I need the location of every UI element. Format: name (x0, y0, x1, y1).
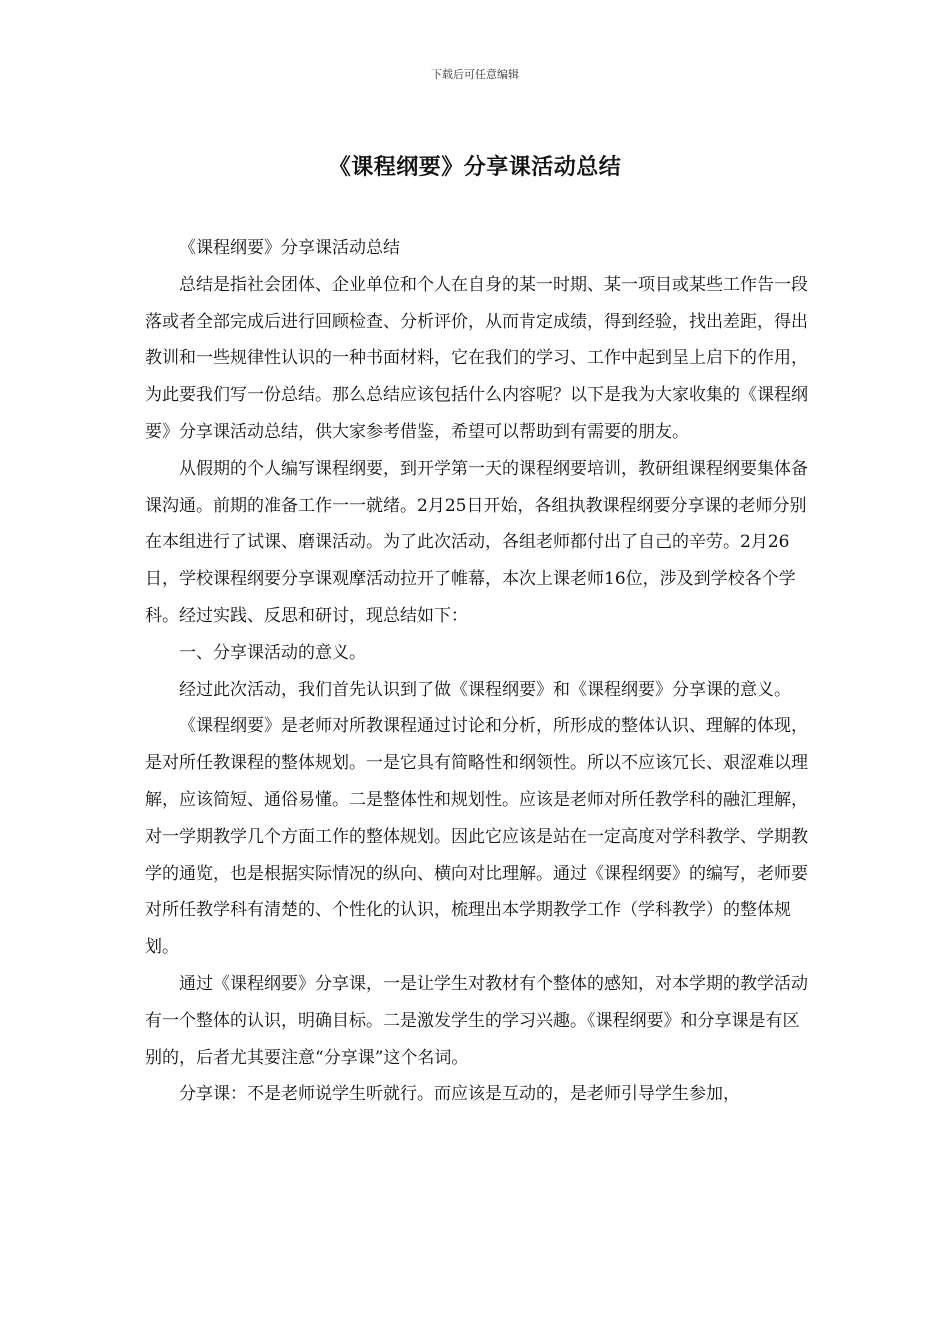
document-title: 《课程纲要》分享课活动总结 (328, 154, 622, 180)
document-body (145, 230, 813, 1113)
paragraph-syllabus-definition: 《课程纲要》是老师对所教课程通过讨论和分析，所形成的整体认识、理解的体现，是对所任教课程的整体规划。一是它具有简略性和纲领性。所以不应该冗长、艰涩难以理解，应该简短、通俗易懂。二是整体性和规划性。应该是老师对所任教学科的融汇理解，对一学期教学几个方面工作的整体规划。因此它应该是站在一定高度对学科教学、学期教学的通览，也是根据实际情况的纵向、横向对比理解。通过《课程纲要》的编写，老师要对所任教学科有清楚的、个性化的认识，梳理出本学期教学工作（学科教学）的整体规划。 (145, 716, 808, 958)
paragraph-significance: 经过此次活动，我们首先认识到了做《课程纲要》和《课程纲要》分享课的意义。 (179, 679, 791, 700)
paragraph-background: 从假期的个人编写课程纲要，到开学第一天的课程纲要培训，教研组课程纲要集体备课沟通。前期的准备工作一一就绪。2月25日开始，各组执教课程纲要分享课的老师分别在本组进行了试课、磨课活动。为了此次活动，各组老师都付出了自己的辛劳。2月26日，学校课程纲要分享课观摩活动拉开了帷幕，本次上课老师16位，涉及到学校各个学科。经过实践、反思和研讨，现总结如下： (145, 458, 808, 626)
paragraph-intro: 总结是指社会团体、企业单位和个人在自身的某一时期、某一项目或某些工作告一段落或者全部完成后进行回顾检查、分析评价，从而肯定成绩，得到经验，找出差距，得出教训和一些规律性认识的一种书面材料，它在我们的学习、工作中起到呈上启下的作用，为此要我们写一份总结。那么总结应该包括什么内容呢？以下是我为大家收集的《课程纲要》分享课活动总结，供大家参考借鉴，希望可以帮助到有需要的朋友。 (145, 274, 808, 442)
paragraph-subtitle: 《课程纲要》分享课活动总结 (179, 238, 400, 258)
section-heading-1: 一、分享课活动的意义。 (179, 642, 366, 663)
page-header-note: 下载后可任意编辑 (431, 68, 519, 81)
paragraph-sharing-class: 分享课：不是老师说学生听就行。而应该是互动的，是老师引导学生参加， (179, 1084, 740, 1105)
paragraph-sharing-purpose: 通过《课程纲要》分享课，一是让学生对教材有个整体的感知，对本学期的教学活动有一个整体的认识，明确目标。二是激发学生的学习兴趣。《课程纲要》和分享课是有区别的，后者尤其要注意“分享课”这个名词。 (145, 973, 808, 1068)
